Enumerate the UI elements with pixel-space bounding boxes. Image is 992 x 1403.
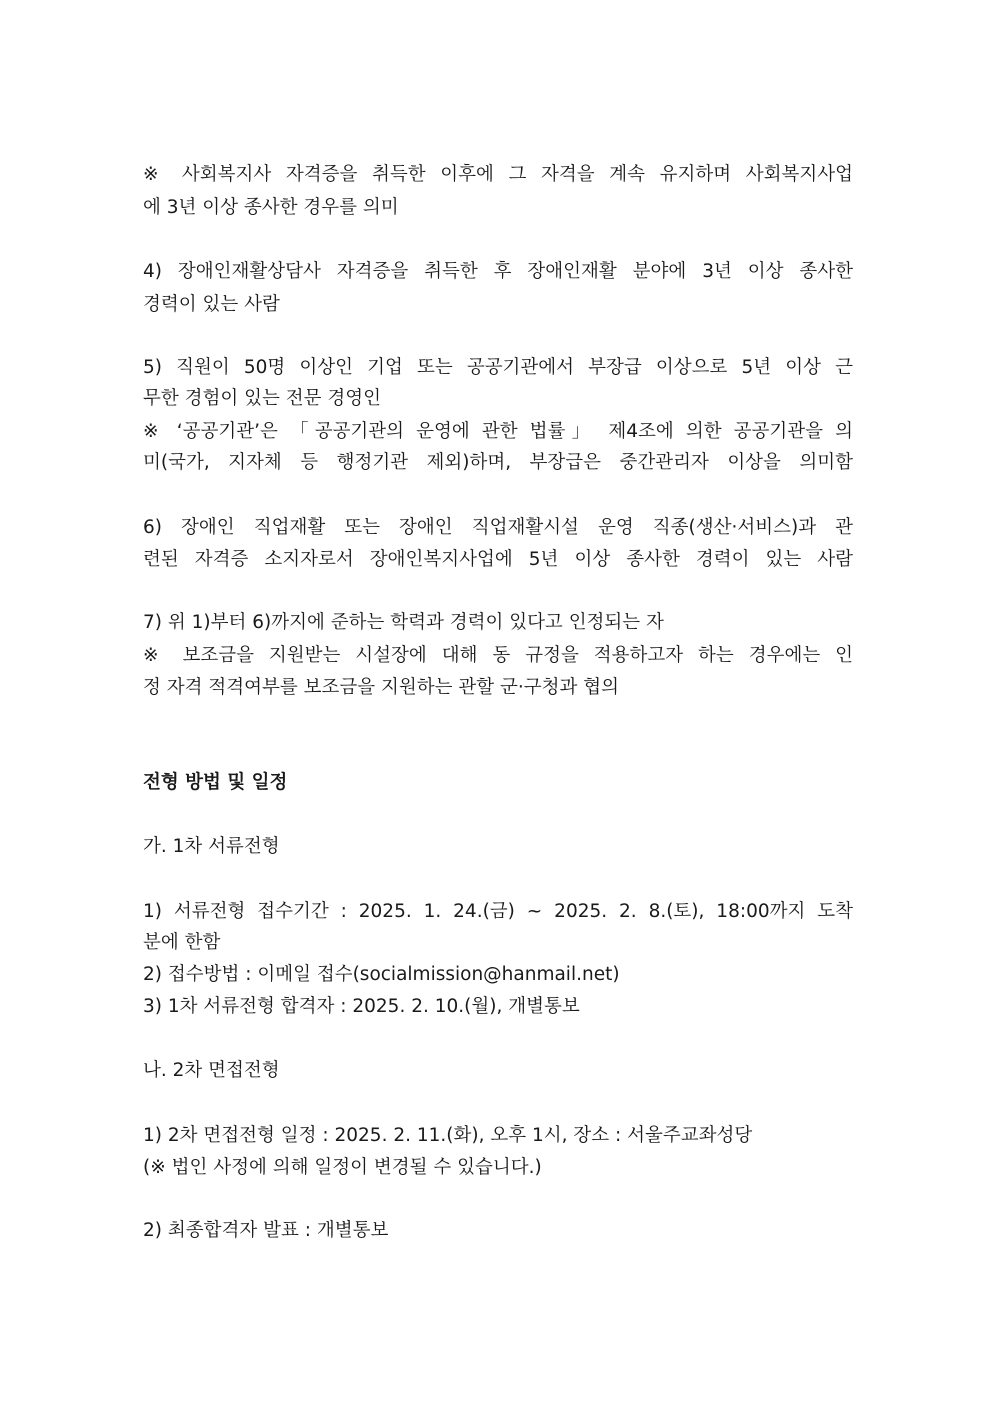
note-public-institution-line-2: 미(국가, 지자체 등 행정기관 제외)하며, 부장급은 중간관리자 이상을 의미함 bbox=[143, 452, 853, 473]
item-6-line-2: 련된 자격증 소지자로서 장애인복지사업에 5년 이상 종사한 경력이 있는 사람 bbox=[143, 549, 853, 570]
item-5-line-2: 무한 경험이 있는 전문 경영인 bbox=[143, 388, 381, 409]
schedule-change-note: (※ 법인 사정에 의해 일정이 변경될 수 있습니다.) bbox=[143, 1157, 542, 1178]
note-social-worker-line-2: 에 3년 이상 종사한 경우를 의미 bbox=[143, 197, 399, 218]
item-4-line-2: 경력이 있는 사람 bbox=[143, 294, 280, 315]
item-5-line-1: 5) 직원이 50명 이상인 기업 또는 공공기관에서 부장급 이상으로 5년 이상 근 bbox=[143, 357, 853, 378]
item-7-line: 7) 위 1)부터 6)까지에 준하는 학력과 경력이 있다고 인정되는 자 bbox=[143, 612, 664, 633]
document-period-line-2: 분에 한함 bbox=[143, 932, 221, 953]
first-pass-announcement-line: 3) 1차 서류전형 합격자 : 2025. 2. 10.(월), 개별통보 bbox=[143, 996, 580, 1017]
item-6-line-1: 6) 장애인 직업재활 또는 장애인 직업재활시설 운영 직종(생산·서비스)과 관 bbox=[143, 517, 853, 538]
subsection-2-title: 나. 2차 면접전형 bbox=[143, 1060, 280, 1081]
note-social-worker-line-1: ※ 사회복지사 자격증을 취득한 이후에 그 자격을 계속 유지하며 사회복지사업 bbox=[143, 164, 853, 185]
note-subsidy-line-1: ※ 보조금을 지원받는 시설장에 대해 동 규정을 적용하고자 하는 경우에는 인 bbox=[143, 645, 853, 666]
item-4-line-1: 4) 장애인재활상담사 자격증을 취득한 후 장애인재활 분야에 3년 이상 종사한 bbox=[143, 261, 853, 282]
note-public-institution-line-1: ※ ‘공공기관’은 「공공기관의 운영에 관한 법률」 제4조에 의한 공공기관을 의 bbox=[143, 421, 853, 442]
section-heading: 전형 방법 및 일정 bbox=[143, 772, 288, 793]
final-announcement-line: 2) 최종합격자 발표 : 개별통보 bbox=[143, 1220, 389, 1241]
note-subsidy-line-2: 정 자격 적격여부를 보조금을 지원하는 관할 군·구청과 협의 bbox=[143, 677, 619, 698]
interview-schedule-line: 1) 2차 면접전형 일정 : 2025. 2. 11.(화), 오후 1시, 장소 : 서울주교좌성당 bbox=[143, 1125, 753, 1146]
subsection-1-title: 가. 1차 서류전형 bbox=[143, 836, 280, 857]
submission-method-line: 2) 접수방법 : 이메일 접수(socialmission@hanmail.net) bbox=[143, 964, 620, 985]
document-period-line-1: 1) 서류전형 접수기간 : 2025. 1. 24.(금) ~ 2025. 2. 8.(토), 18:00까지 도착 bbox=[143, 901, 853, 922]
